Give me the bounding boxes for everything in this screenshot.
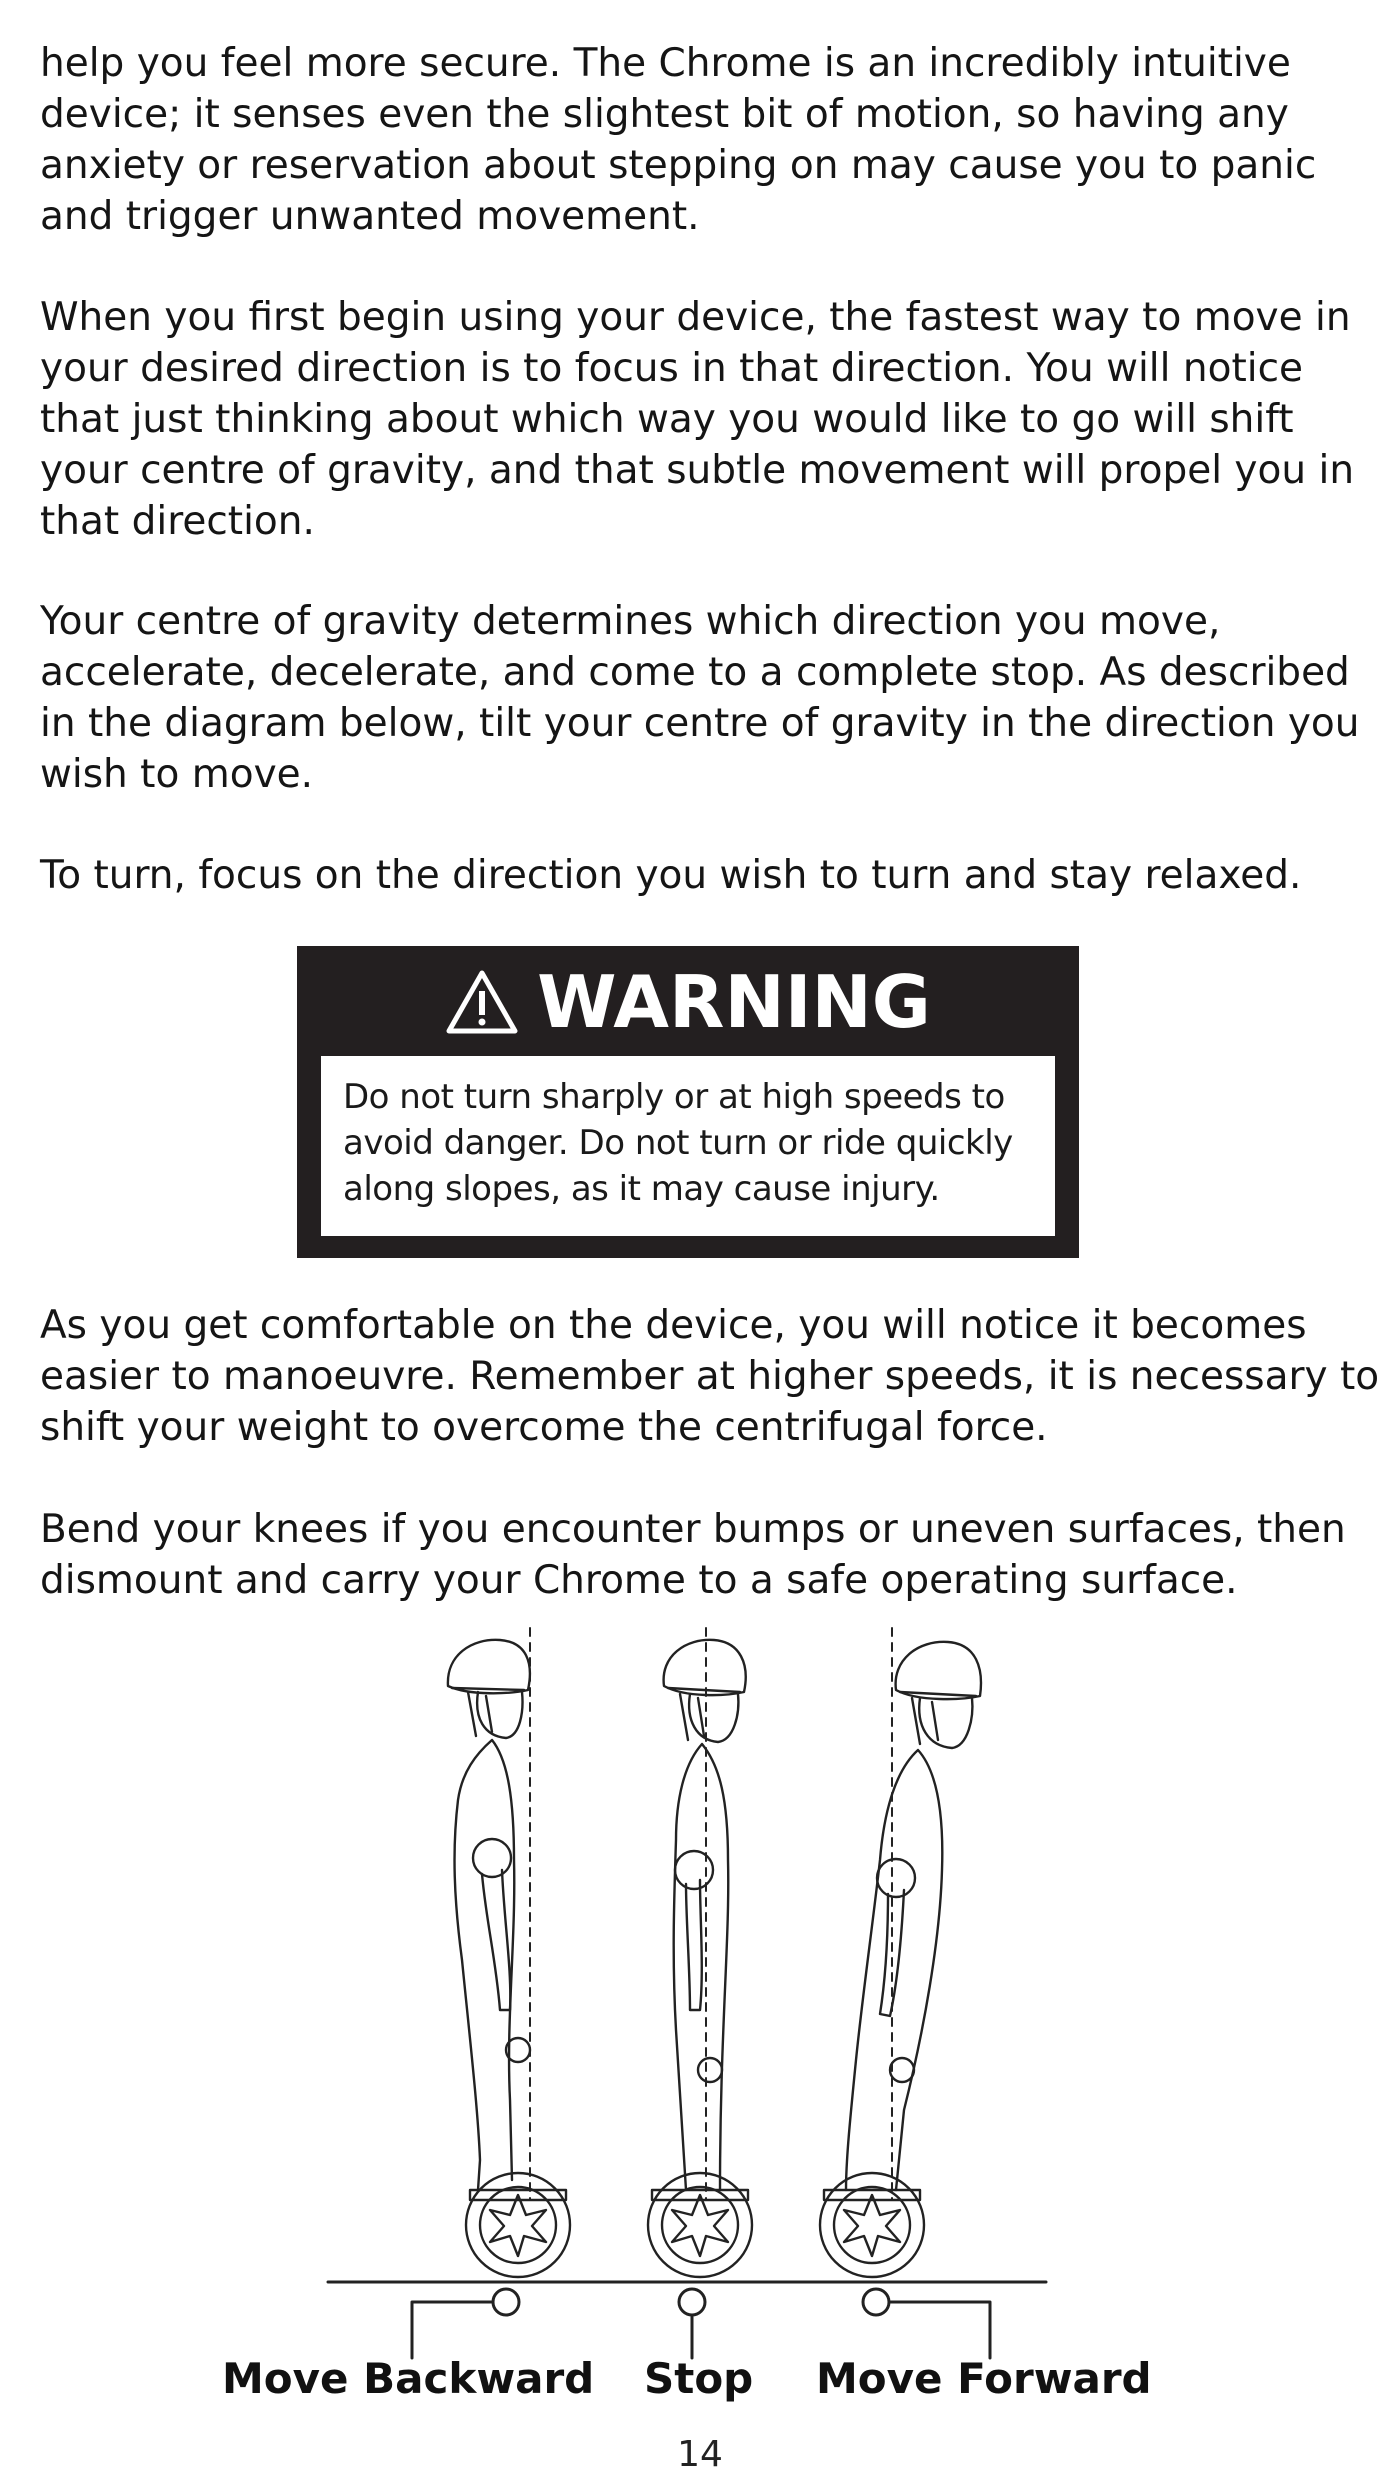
warning-header xyxy=(297,950,1079,1054)
paragraph-turning: To turn, focus on the direction you wish to turn and stay relaxed. xyxy=(40,853,1302,898)
rider-leaning-forward xyxy=(820,1628,981,2277)
callout-forward xyxy=(863,2289,990,2358)
page-number: 14 xyxy=(677,2434,723,2475)
warning-message-panel xyxy=(321,1056,1055,1236)
label-move-forward: Move Forward xyxy=(816,2354,1152,2403)
label-move-backward: Move Backward xyxy=(222,2354,595,2403)
paragraph-centre-of-gravity: Your centre of gravity determines which direction you move, accelerate, decelerate, and come to a complete stop. As described in the diagram below, tilt your centre of gravity in the direction you wish to move. xyxy=(40,599,1360,797)
paragraph-first-use: When you first begin using your device, the fastest way to move in your desired direction is to focus in that direction. You will notice that just thinking about which way you would like to go will shift your centre of gravity, and that subtle movement will propel you in that direction. xyxy=(40,295,1355,544)
warning-box xyxy=(297,946,1079,1258)
paragraph-bumps: Bend your knees if you encounter bumps or uneven surfaces, then dismount and carry your Chrome to a safe operating surface. xyxy=(40,1507,1346,1603)
paragraph-manoeuvre: As you get comfortable on the device, you will notice it becomes easier to manoeuvre. Remember at higher speeds, it is necessary to shift your weight to overcome the centrifugal force. xyxy=(40,1303,1380,1450)
callout-stop xyxy=(679,2289,705,2358)
warning-message: Do not turn sharply or at high speeds to avoid danger. Do not turn or ride quickly along slopes, as it may cause injury. xyxy=(343,1077,1013,1209)
callout-backward xyxy=(412,2289,519,2358)
paragraph-intro: help you feel more secure. The Chrome is an incredibly intuitive device; it senses even the slightest bit of motion, so having any anxiety or reservation about stepping on may cause you to panic and trigger unwanted movement. xyxy=(40,41,1317,239)
rider-leaning-backward xyxy=(448,1628,570,2277)
balance-diagram xyxy=(0,1620,1400,2400)
label-stop: Stop xyxy=(644,2354,754,2403)
rider-standing-upright xyxy=(648,1628,752,2277)
warning-title: WARNING xyxy=(537,960,931,1044)
warning-triangle-icon xyxy=(445,969,519,1035)
